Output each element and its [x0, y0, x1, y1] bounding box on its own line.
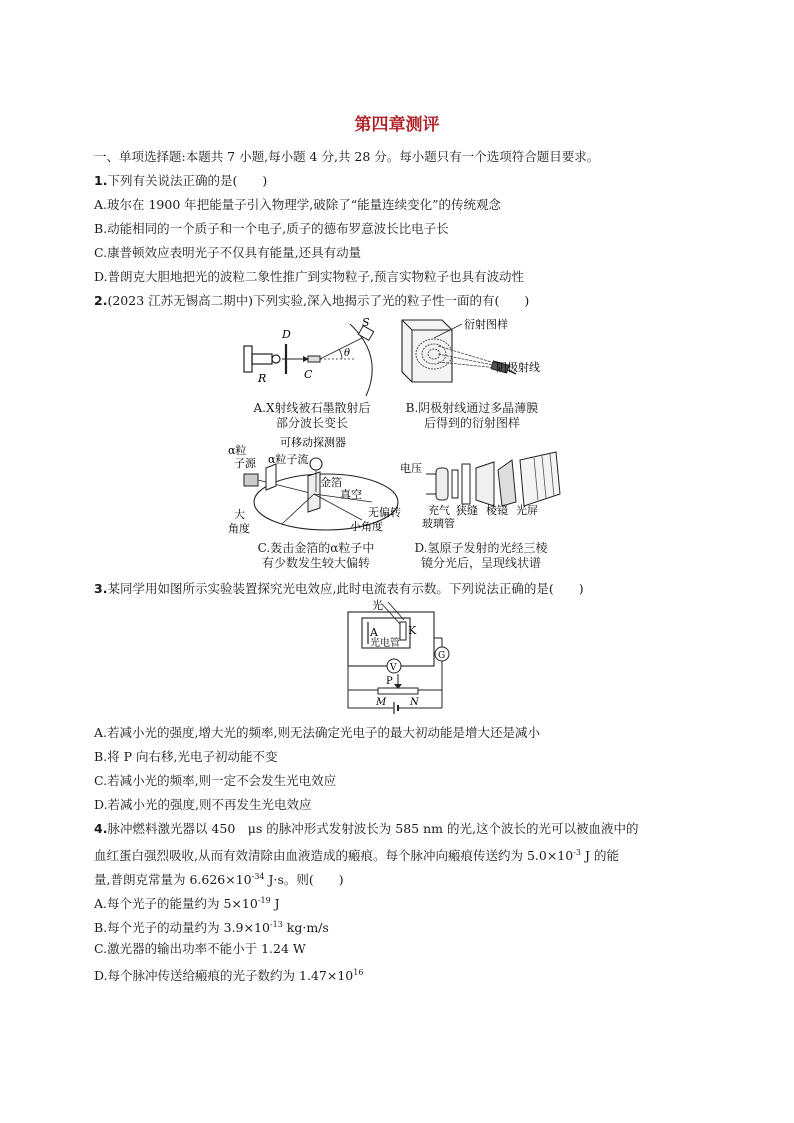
figure-electron-diffraction — [398, 316, 558, 396]
q1-option-d: D.普朗克大胆地把光的波粒二象性推广到实物粒子,预言实物粒子也具有波动性 — [94, 269, 525, 284]
q4-option-b-exponent: -13 — [269, 920, 283, 929]
fig-q3-label-a: A — [370, 626, 378, 639]
fig-c-label-detector: 可移动探测器 — [280, 436, 346, 449]
q4-number: 4. — [94, 821, 108, 836]
fig-a-caption-2: 部分波长变长 — [275, 416, 348, 430]
q4-option-d — [94, 964, 714, 985]
fig-q3-label-p: P — [386, 676, 393, 687]
q3-option-c: C.若减小光的频率,则一定不会发生光电效应 — [94, 773, 337, 788]
fig-c-label-gold-foil: 金箔 — [320, 476, 342, 489]
q1-option-a: A.玻尔在 1900 年把能量子引入物理学,破除了“能量连续变化”的传统观念 — [94, 197, 502, 212]
fig-c-label-alpha-source-1: α粒 — [228, 444, 247, 457]
q2-number: 2. — [94, 293, 108, 308]
q4-option-d-text: D.每个脉冲传送给瘢痕的光子数约为 1.47×10 — [94, 968, 354, 984]
q4-option-a-exponent: -19 — [257, 896, 271, 905]
fig-d-label-slit: 狭缝 — [456, 504, 478, 517]
q4-option-a-text: A.每个光子的能量约为 5×10 — [94, 896, 258, 912]
q4-line3-text: 量,普朗克常量为 6.626×10 — [94, 872, 252, 888]
q4-stem-line3 — [94, 868, 714, 889]
section-heading: 一、单项选择题:本题共 7 小题,每小题 4 分,共 28 分。每小题只有一个选项符合题目要求。 — [94, 149, 600, 164]
fig-a-label-r: R — [258, 372, 267, 385]
q4-option-c: C.激光器的输出功率不能小于 1.24 W — [94, 941, 306, 956]
fig-c-label-alpha-source-2: 子源 — [234, 457, 256, 470]
fig-q3-label-tube: 光电管 — [370, 638, 400, 649]
q4-option-b — [94, 916, 714, 937]
q3-stem — [94, 580, 714, 598]
fig-q3-label-light: 光 — [372, 599, 383, 612]
fig-c-label-large-2: 角度 — [228, 522, 250, 535]
figure-compton-scattering — [238, 316, 388, 398]
q4-option-a-unit: J — [270, 896, 280, 912]
fig-b-label-pattern: 衍射图样 — [464, 318, 508, 331]
fig-d-label-screen: 光屏 — [516, 504, 538, 517]
q4-option-a — [94, 892, 714, 913]
q3-option-b: B.将 P 向右移,光电子初动能不变 — [94, 749, 278, 764]
fig-d-label-prism: 棱镜 — [486, 504, 508, 517]
fig-c-label-small-angle: 小角度 — [350, 520, 383, 533]
q1-stem-text: 下列有关说法正确的是( ) — [107, 173, 268, 188]
q2-stem-text: (2023 江苏无锡高二期中)下列实验,深入地揭示了光的粒子性一面的有( ) — [107, 293, 530, 308]
fig-q3-label-m: M — [376, 697, 387, 708]
q4-option-b-text: B.每个光子的动量约为 3.9×10 — [94, 920, 270, 936]
fig-a-caption-1: A.X射线被石墨散射后 — [253, 401, 371, 415]
q1-number: 1. — [94, 173, 108, 188]
fig-d-caption-2: 镜分光后，呈现线状谱 — [420, 556, 541, 570]
q3-option-a: A.若减小光的强度,增大光的频率,则无法确定光电子的最大初动能是增大还是减小 — [94, 725, 540, 740]
figure-hydrogen-spectrum — [400, 450, 564, 530]
fig-q3-label-v: V — [390, 663, 397, 673]
fig-a-label-c: C — [304, 368, 313, 381]
q4-line3-exponent: -34 — [251, 872, 265, 881]
q2-stem — [94, 292, 714, 310]
fig-c-label-large-1: 大 — [234, 508, 245, 521]
q4-option-d-exponent: 16 — [353, 968, 364, 977]
q4-stem-line1 — [94, 820, 714, 838]
fig-q3-label-n: N — [410, 697, 419, 708]
fig-q3-label-k: K — [408, 624, 417, 637]
fig-a-label-d: D — [282, 328, 291, 341]
fig-q3-label-g: G — [438, 651, 446, 661]
fig-d-caption-1: D.氢原子发射的光经三棱 — [414, 541, 548, 555]
q4-line3-unit: J·s。则( ) — [264, 872, 344, 888]
fig-c-caption-1: C.轰击金箔的α粒子中 — [257, 541, 375, 555]
q1-option-c: C.康普顿效应表明光子不仅具有能量,还具有动量 — [94, 245, 362, 260]
q3-number: 3. — [94, 581, 108, 596]
q1-stem — [94, 172, 714, 190]
fig-d-label-gas-2: 玻璃管 — [422, 517, 455, 530]
fig-c-caption-2: 有少数发生较大偏转 — [261, 556, 370, 570]
q4-line2-exponent: -3 — [573, 848, 582, 857]
q4-line1-text: 脉冲燃料激光器以 450 μs 的脉冲形式发射波长为 585 nm 的光,这个波长的光可以被血液中的 — [107, 821, 639, 836]
q4-stem-line2 — [94, 844, 714, 865]
figure-photoelectric-circuit — [338, 598, 460, 716]
fig-b-label-cathode-ray: 阴极射线 — [496, 361, 540, 374]
fig-d-label-gas-1: 充气 — [428, 504, 450, 517]
q1-option-b: B.动能相同的一个质子和一个电子,质子的德布罗意波长比电子长 — [94, 221, 449, 236]
page-title: 第四章测评 — [354, 115, 440, 135]
fig-b-caption-2: 后得到的衍射图样 — [423, 416, 520, 430]
q3-stem-text: 某同学用如图所示实验装置探究光电效应,此时电流表有示数。下列说法正确的是( ) — [107, 581, 584, 596]
fig-c-label-no-deflection: 无偏转 — [368, 506, 401, 519]
q4-option-b-unit: kg·m/s — [282, 920, 329, 936]
fig-c-label-vacuum: 真空 — [340, 488, 362, 501]
fig-b-caption-1: B.阴极射线通过多晶薄膜 — [405, 401, 539, 415]
q3-option-d: D.若减小光的强度,则不再发生光电效应 — [94, 797, 312, 812]
fig-a-label-s: S — [362, 316, 370, 329]
fig-d-label-voltage: 电压 — [400, 462, 422, 475]
q4-line2-unit: J 的能 — [581, 848, 619, 864]
fig-a-label-theta: θ — [344, 348, 351, 359]
figure-alpha-scattering — [222, 436, 408, 540]
fig-c-label-alpha-beam: α粒子流 — [268, 453, 309, 466]
q4-line2-text: 血红蛋白强烈吸收,从而有效清除由血液造成的瘢痕。每个脉冲向瘢痕传送约为 5.0×10 — [94, 848, 574, 864]
